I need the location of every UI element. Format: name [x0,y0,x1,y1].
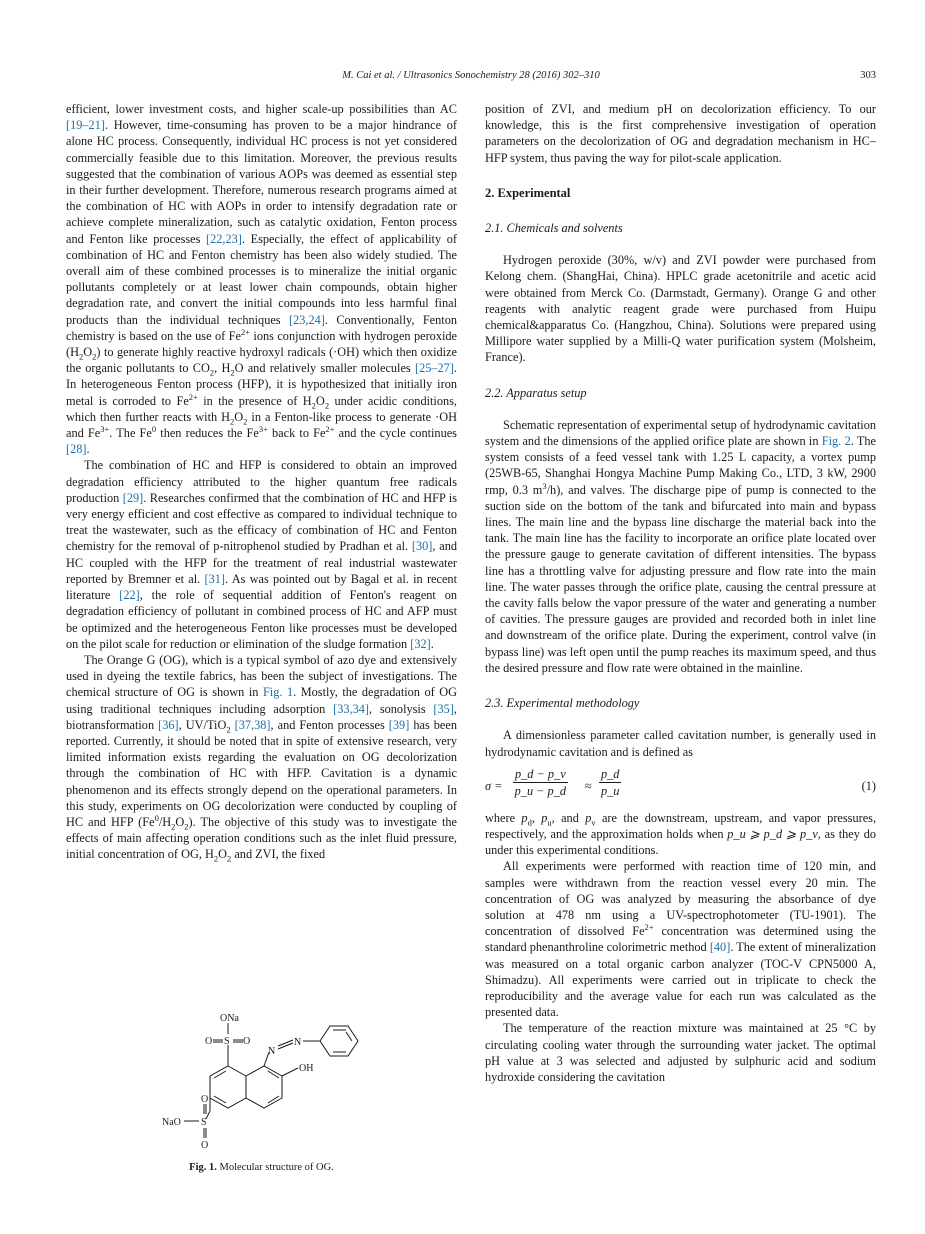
paragraph-temperature: The temperature of the reaction mixture was maintained at 25 °C by circulating cooling water through the surrounding water jacket. The optimal pH value at 3 was selected and adjusted by sulphuric acid and sodium hydroxide considering the cavitation [485,1021,876,1084]
figure-link[interactable]: Fig. 1 [262,685,294,700]
paragraph-experiments: All experiments were performed with reaction time of 120 min, and samples were withdrawn from the reaction vessel every 20 min. The concentration of OG was analyzed by measuring the absorbance of dye solution at 478 nm using a UV-spectrophotometer (TU-1901). The concentration of dissolved $Fe^{2+}$ concentration was determined using the standard phenanthroline colorimetric method [40]. The extent of mineralization was measured on a total organic carbon analyzer (TOC-V CPN5000 A, Shimadzu). All experiments were carried out in triplicate to check the reproducibility and the average value for each run was calculated as the presented data. [485,859,876,1020]
paragraph-intro-continued: efficient, lower investment costs, and higher scale-up possibilities than AC [19–21]. However, time-consuming has proven to be a major hindrance of alone HC process. Consequently, individual HC process is not yet considered commercially feasible due to this limitation. Moreover, the previous results suggested that the combination of various AOPs was deemed as essential step in their further development. Therefore, numerous research programs aimed at the combination of HC with AOPs in order to intensify degradation rate or achieve complete mineralization, such as catalytic oxidation, Fenton process and Fenton like processes [22,23]. Especially, the effect of applicability of combination of HC and Fenton chemistry has been also widely studied. The overall aim of these combined processes is to mineralize the initial organic pollutants completely or at least lower chain compounds, obtain higher degradation rate, and convert the initial compounds into less harmful final products than the individual techniques [23,24]. Conventionally, Fenton chemistry is based on the use of $Fe^{2+}$ ions conjunction with hydrogen peroxide $(H_2O_2)$ to generate highly reactive hydroxyl radicals (·OH) which then oxidize the organic pollutants to $CO_2$, $H_2O$ and relatively smaller molecules [25–27]. In heterogeneous Fenton process (HFP), it is hypothesized that initially iron metal is corroded to $Fe^{2+}$ in the presence of $H_2O_2$ under acidic conditions, which then further reacts with $H_2O_2$ in a Fenton-like process to generate ·OH and $Fe^{3+}$. The Fe$^0$ then reduces the $Fe^{3+}$ back to $Fe^{2+}$ and the cycle continues [28]. [66,102,457,457]
equation-lhs: σ = [485,778,503,793]
figure-1-molecular-structure [150,1014,380,1154]
caption-label: Fig. 1. [189,1162,217,1173]
label-o: O [243,1036,251,1047]
citation-link[interactable]: [35] [433,701,454,716]
section-heading-experimental: 2. Experimental [485,185,571,200]
equation-fraction-2: $\frac{p\_d}{p\_u}$ [601,766,620,798]
caption-text: Molecular structure of OG. [216,1162,334,1173]
citation-link[interactable]: [31] [204,571,226,586]
paragraph-chemicals: Hydrogen peroxide (30%, w/v) and ZVI powder were purchased from Kelong chem. (ShangHai, China). HPLC grade acetonitrile and acetic acid were obtained from Merck Co. (Darmstadt, Germany). Orange G and other reagents with analytic reagent grade were purchased from Huipu chemical&apparatus Co. (Hangzhou, China). Solutions were prepared using Millipore water supplied by a Milli-Q water purification system (Molsheim, France). [485,253,876,365]
paragraph-methodology: A dimensionless parameter called cavitation number, is generally used in hydrodynamic cavitation and is defined as [485,728,876,759]
paragraph-where: where $p_d$, $p_u$, and $p_v$ are the downstream, upstream, and vapor pressures, respectively, and the approximation holds when p_u ⩾ p_d ⩾ p_v, as they do under this experimental conditions. [485,810,877,858]
citation-link[interactable]: [19–21] [66,118,105,133]
figure-1-caption [66,1162,457,1173]
citation-link[interactable]: [28] [66,442,87,457]
citation-link[interactable]: [22] [119,588,140,603]
label-s: S [201,1117,207,1128]
running-header [66,70,876,86]
citation-link[interactable]: [40] [709,940,731,955]
paragraph-apparatus: Schematic representation of experimental setup of hydrodynamic cavitation system and the dimensions of the applied orifice plate are shown in Fig. 2. The system consists of a feed vessel tank with 1.25 L capacity, a vortex pump (25WB-65, Shanghai Hongya Machine Pump Making Co., LTD, 3 kW, 2900 rmp, 0.3 $m^3/h$), and valves. The discharge pipe of pump is connected to the suction side on the bottom of the tank and bifurcated into main and bypass lines. The main line and the bypass line discharge the material back into the tank. The main line has the facility to incorporate an orifice plate located over the pressure gauge to generate cavitation of different intensities. The bypass line has a throttling valve for adjusting pressure and flow rate into the main line. The water passes through the orifice plate, causing the central pressure at the cavity falls below the vapor pressure of the water and generating a number of cavities. The pressure gauges are provided and recorded both in inlet line and downstream of the orifice plate. During the experiment, control valve (in bypass line) was left open until the pump reaches its maximum speed, and thus the desired pressure and flow rate were obtained in the mainline. [485,417,876,675]
equation-1 [485,766,876,804]
label-o: O [201,1094,209,1105]
citation-link[interactable]: [22,23] [206,231,242,246]
citation-link[interactable]: [30] [411,539,433,554]
citation-link[interactable]: [39] [388,717,410,732]
og-structure-diagram [150,1014,380,1154]
citation-link[interactable]: [25–27] [414,361,454,376]
label-o: O [205,1036,213,1047]
citation-link[interactable]: [36] [158,717,179,732]
label-ona: ONa [220,1014,239,1024]
figure-link[interactable]: Fig. 2 [821,434,851,449]
citation-link[interactable]: [33,34] [333,701,369,716]
subsection-heading-chemicals: 2.1. Chemicals and solvents [485,221,623,236]
paragraph-objective-continued: position of ZVI, and medium pH on decolorization efficiency. To our knowledge, this is the first comprehensive investigation of operation parameters on the decolorization of OG and degradation mechanism in HC–HFP system, thus paving the way for pilot-scale application. [485,102,876,165]
label-s: S [224,1036,230,1047]
label-oh: OH [299,1063,314,1074]
paragraph-orange-g: The Orange G (OG), which is a typical symbol of azo dye and extensively used in dyeing the textile fabrics, has been the subject of investigations. The chemical structure of OG is shown in Fig. 1. Mostly, the degradation of OG using traditional techniques including adsorption [33,34], sonolysis [35], biotransformation [36], UV/TiO$_2$ [37,38], and Fenton processes [39] has been reported. Currently, it should be noted that in spite of extensive research, very limited information exists regarding the evaluation on OG decolorization through the combination of HC with HFP. Cavitation is a dynamic phenomenon and its effects strongly depend on the operational parameters. In this study, experiments on OG decolorization were conducted by coupling of HC and HFP $(Fe^0/H_2O_2)$. The objective of this study was to investigate the effects of main affecting operation conditions such as the inlet fluid pressure, initial concentration of OG, $H_2O_2$ and ZVI, the fixed [66,652,457,864]
citation-link[interactable]: [23,24] [289,312,325,327]
citation-link[interactable]: [32] [410,636,431,651]
label-nao: NaO [162,1117,181,1128]
equation-approx: ≈ [585,778,592,793]
citation-link[interactable]: [37,38] [234,717,271,732]
page-number: 303 [860,70,876,81]
label-n: N [268,1046,276,1057]
equation-fraction-1: $\frac{p\_d - p\_v}{p\_u - p\_d}$ [514,766,566,798]
subsection-heading-methodology: 2.3. Experimental methodology [485,696,640,711]
citation-link[interactable]: [29] [122,490,144,505]
equation-number: (1) [861,778,876,793]
label-n: N [294,1037,302,1048]
left-column [66,101,457,863]
running-title: M. Cai et al. / Ultrasonics Sonochemistry 28 (2016) 302–310 [342,70,600,81]
label-o: O [201,1140,209,1151]
paragraph-hc-hfp: The combination of HC and HFP is considered to obtain an improved degradation efficiency attributed to the higher quantum free radicals production [29]. Researches confirmed that the combination of HC and HFP is very energy efficient and cost effective as compared to individual technique to treat the wastewater, such as the efficacy of combination of HC and Fenton chemistry for the removal of p-nitrophenol studied by Pradhan et al. [30], and HC coupled with the HFP for the treatment of real industrial wastewater reported by Bremner et al. [31]. As was pointed out by Bagal et al. in recent literature [22], the role of sequential addition of Fenton's reagent on degradation efficiency of pollutant in combined process of HC and AFP must be optimized and the heterogeneous Fenton like processes must be developed on the pilot scale for reduction or elimination of the sludge formation [32]. [66,458,458,651]
subsection-heading-apparatus: 2.2. Apparatus setup [485,385,587,400]
right-column [485,101,876,1085]
